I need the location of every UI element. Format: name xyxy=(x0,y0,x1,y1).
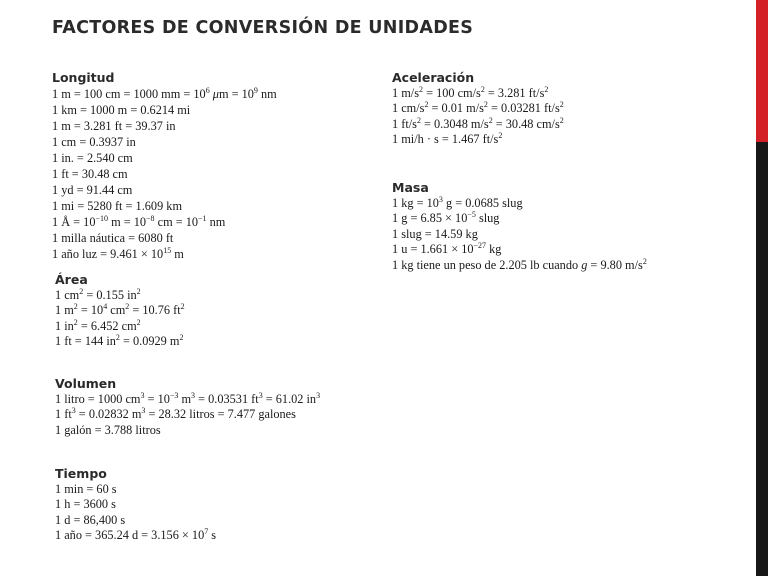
aceleracion-line: 1 mi/h · s = 1.467 $ft/s^2$ xyxy=(392,131,503,147)
section-longitud xyxy=(52,70,277,262)
longitud-lines xyxy=(52,86,277,262)
area-line: 1 $cm^2 = 0.155$ $in^2$ xyxy=(55,287,141,302)
area-lines xyxy=(55,288,185,350)
masa-line: 1 kg tiene un peso de 2.205 lb cuando g = 9.80 $m/s^2$ xyxy=(392,256,647,272)
longitud-line: 1 Å = $10^{-10}$ $m = 10^{-8}$ cm = $10^{-1}$ nm xyxy=(52,214,226,229)
aceleracion-line: 1 $ft/s^2 = 0.3048$ $m/s^2 = 30.48$ $cm/s^2$ xyxy=(392,115,564,131)
longitud-line: 1 m = 3.281 ft = 39.37 in xyxy=(52,119,176,133)
section-tiempo xyxy=(55,466,216,544)
decorative-side-bar xyxy=(756,0,768,576)
tiempo-line: 1 año = 365.24 $d = 3.156 \times 10^7$ s xyxy=(55,527,217,543)
area-line: 1 $m^2 = 10^4$ $cm^2 = 10.76$ $ft^2$ xyxy=(55,302,185,318)
longitud-line: 1 km = 1000 m = 0.6214 mi xyxy=(52,103,191,117)
area-line: 1 $in^2 = 6.452$ $cm^2$ xyxy=(55,317,141,333)
longitud-line: 1 milla náutica = 6080 ft xyxy=(52,231,174,245)
section-masa xyxy=(392,180,647,273)
aceleracion-line: 1 $m/s^2 = 100$ $cm/s^2 = 3.281$ $ft/s^2$ xyxy=(392,85,549,100)
longitud-line: 1 yd = 91.44 cm xyxy=(52,183,133,197)
section-heading-longitud: Longitud xyxy=(52,70,115,85)
longitud-line: 1 ft = 30.48 cm xyxy=(52,167,128,181)
volumen-line: 1 galón = 3.788 litros xyxy=(55,422,161,437)
section-heading-aceleracion: Aceleración xyxy=(392,70,475,85)
tiempo-line: 1 d = 86,400 s xyxy=(55,512,126,527)
side-bar-dark-segment xyxy=(756,142,768,576)
longitud-line: 1 in. = 2.540 cm xyxy=(52,151,133,165)
longitud-line: 1 año luz = $9.461 \times 10^{15}$ m xyxy=(52,246,184,261)
area-line: 1 ft = 144 $in^2 = 0.0929$ $m^2$ xyxy=(55,333,184,349)
section-aceleracion xyxy=(392,70,564,148)
section-heading-tiempo: Tiempo xyxy=(55,466,107,481)
longitud-line: 1 mi = 5280 ft = 1.609 km xyxy=(52,199,183,213)
volumen-lines xyxy=(55,392,320,438)
aceleracion-lines xyxy=(392,86,564,148)
section-heading-area: Área xyxy=(55,272,88,287)
tiempo-lines xyxy=(55,482,216,544)
tiempo-line: 1 h = 3600 s xyxy=(55,497,116,512)
longitud-line: 1 m = 100 cm = 1000 mm = $10^6$ $\mu m = 10^9$ nm xyxy=(52,86,277,101)
masa-line: 1 slug = 14.59 kg xyxy=(392,226,478,241)
masa-lines xyxy=(392,196,647,273)
side-bar-red-segment xyxy=(756,0,768,142)
aceleracion-line: 1 $cm/s^2 = 0.01$ $m/s^2 = 0.03281$ $ft/s^2$ xyxy=(392,100,564,116)
section-volumen xyxy=(55,376,320,438)
masa-line: 1 $g = 6.85 \times 10^{-5}$ slug xyxy=(392,210,500,226)
volumen-line: 1 $ft^3 = 0.02832$ $m^3 = 28.32$ litros = 7.477 galones xyxy=(55,406,296,422)
masa-line: 1 $u = 1.661 \times 10^{-27}$ kg xyxy=(392,241,502,257)
section-area xyxy=(55,272,185,350)
longitud-line: 1 cm = 0.3937 in xyxy=(52,135,136,149)
tiempo-line: 1 min = 60 s xyxy=(55,482,117,496)
section-heading-volumen: Volumen xyxy=(55,376,117,391)
section-heading-masa: Masa xyxy=(392,180,429,195)
masa-line: 1 kg = $10^3$ g = 0.0685 slug xyxy=(392,195,523,210)
volumen-line: 1 litro = 1000 $cm^3 = 10^{-3}$ $m^3 = 0.03531$ $ft^3 = 61.02$ $in^3$ xyxy=(55,391,321,406)
page-title: FACTORES DE CONVERSIÓN DE UNIDADES xyxy=(52,18,474,38)
